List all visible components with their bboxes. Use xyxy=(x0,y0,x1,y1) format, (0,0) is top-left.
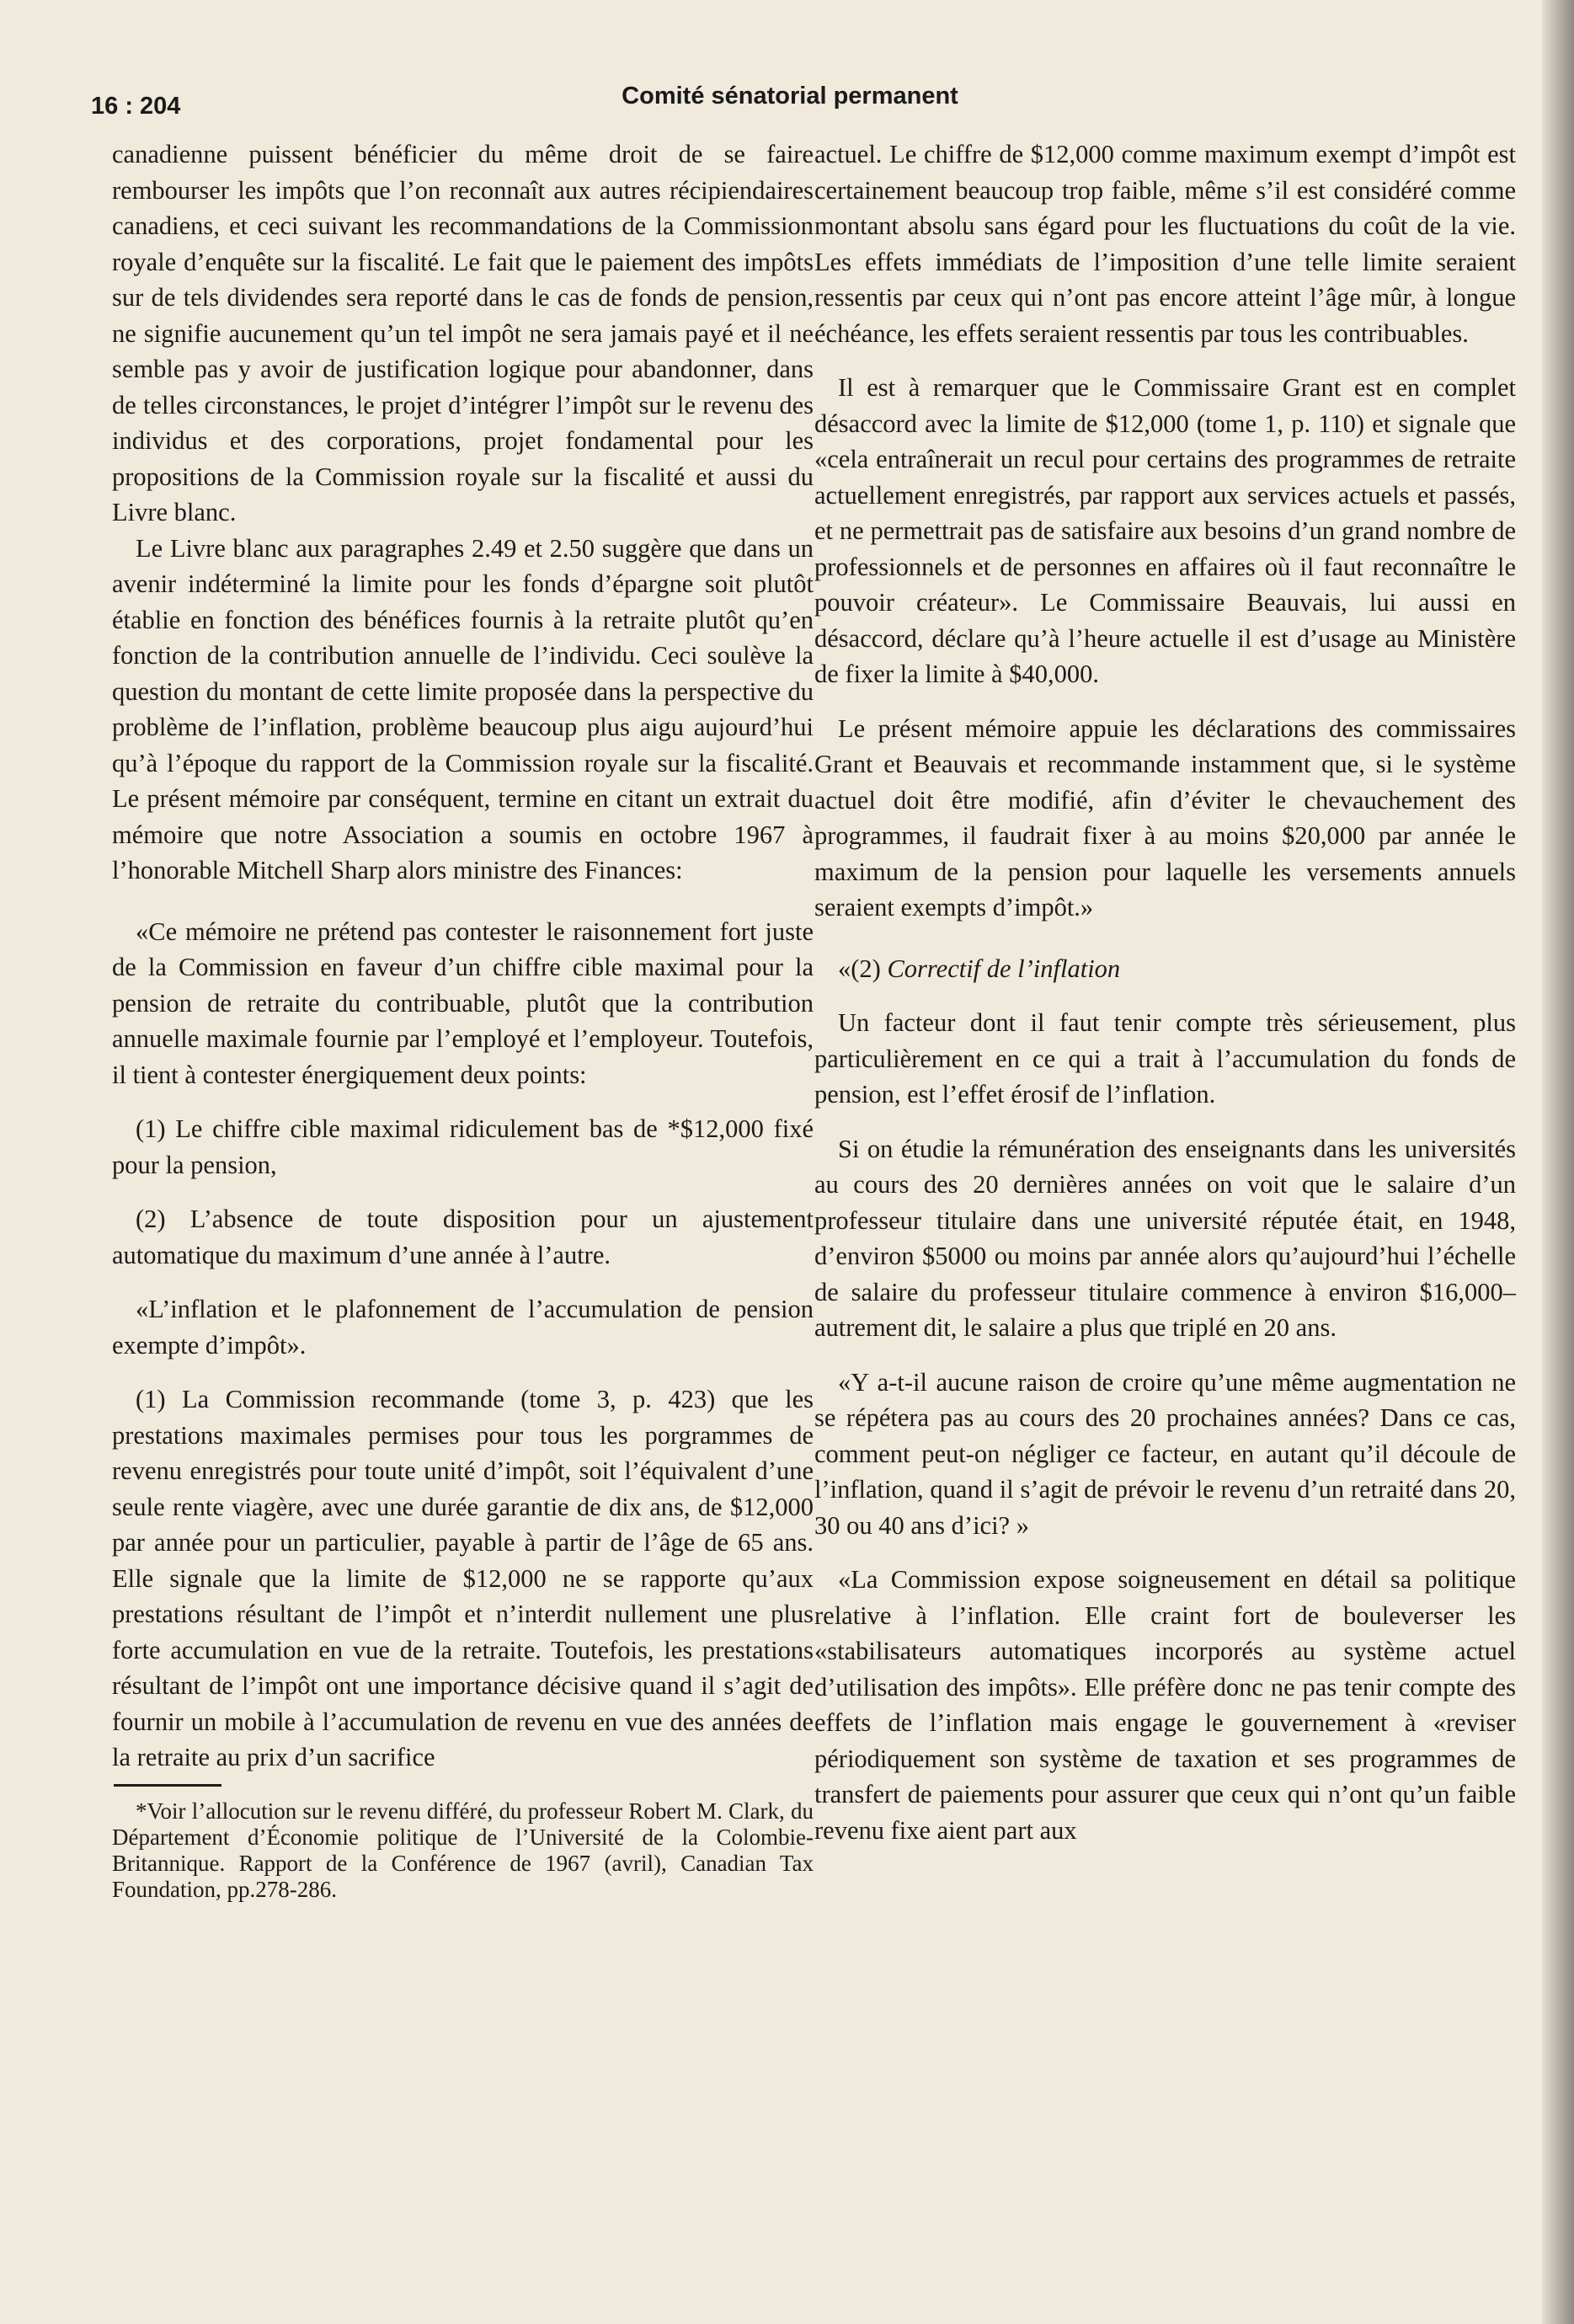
page-number: 16 : 204 xyxy=(91,93,181,120)
quoted-paragraph: «Ce mémoire ne prétend pas contester le raisonnement fort juste de la Commission en faveur d’un chiffre cible maximal pour la pension de retraite du contribuable, plutôt que la contribution annuelle maximale fournie par l’employé et l’employeur. Toutefois, il tient à contester énergiquement deux points: xyxy=(112,916,814,1089)
numbered-point: (2) L’absence de toute disposition pour un ajustement automatique du maximum d’une année à l’autre. xyxy=(112,1205,814,1269)
paragraph: Le Livre blanc aux paragraphes 2.49 et 2.50 suggère que dans un avenir indéterminé la limite pour les fonds d’épargne soit plutôt établie en fonction des bénéfices fournis à la retraite plutôt qu’en fonction de la contribution annuelle de l’individu. Ceci soulève la question du montant de cette limite proposée dans la perspective du problème de l’inflation, problème beaucoup plus aigu aujourd’hui qu’à l’époque du rapport de la Commission royale sur la fiscalité. Le présent mémoire par conséquent, termine en citant un extrait du mémoire que notre Association a soumis en octobre 1967 à l’honorable Mitchell Sharp alors ministre des Finances: xyxy=(112,533,814,884)
right-column xyxy=(814,136,1516,1848)
paragraph: Un facteur dont il faut tenir compte très sérieusement, plus particulièrement en ce qui a trait à l’accumulation du fonds de pension, est l’effet érosif de l’inflation. xyxy=(814,1008,1516,1109)
page-header xyxy=(91,83,1489,125)
paragraph: (1) La Commission recommande (tome 3, p. 423) que les prestations maximales permises pour tous les porgrammes de revenu enregistrés pour toute unité d’impôt, soit l’équivalent d’une seule rente viagère, avec une durée garantie de dix ans, de $12,000 par année pour un particulier, payable à partir de l’âge de 65 ans. Elle signale que la limite de $12,000 ne se rapporte qu’aux prestations résultant de l’impôt et n’interdit nullement une plus forte accumulation en vue de la retraite. Toutefois, les prestations résultant de l’impôt ont une importance décisive quand il s’agit de fournir un mobile à l’accumulation de revenu en vue des années de la retraite au prix d’un sacrifice xyxy=(112,1385,814,1771)
paragraph: actuel. Le chiffre de $12,000 comme maximum exempt d’impôt est certainement beaucoup trop faible, même s’il est considéré comme montant absolu sans égard pour les fluctuations du coût de la vie. Les effets immédiats de l’imposition d’une telle limite seraient ressentis par ceux qui n’ont pas encore atteint l’âge mûr, à longue échéance, les effets seraient ressentis par tous les contribuables. xyxy=(814,140,1516,348)
paragraph: Il est à remarquer que le Commissaire Grant est en complet désaccord avec la limite de $12,000 (tome 1, p. 110) et signale que «cela entraînerait un recul pour certains des programmes de retraite actuellement enregistrés, par rapport aux services actuels et passés, et ne permettrait pas de satisfaire aux besoins d’un grand nombre de professionnels et de personnes en affaires où il faut reconnaître le pouvoir créateur». Le Commissaire Beauvais, lui aussi en désaccord, déclare qu’à l’heure actuelle il est d’usage au Ministère de fixer la limite à $40,000. xyxy=(814,373,1516,688)
section-subheading xyxy=(814,951,1516,987)
paragraph: Si on étudie la rémunération des enseignants dans les universités au cours des 20 dernières années on voit que le salaire d’un professeur titulaire dans une université réputée était, en 1948, d’environ $5000 ou moins par année alors qu’aujourd’hui l’échelle de salaire du professeur titulaire commence à environ $16,000–autrement dit, le salaire a plus que triplé en 20 ans. xyxy=(814,1134,1516,1342)
left-column xyxy=(112,136,814,1903)
footnote-divider xyxy=(114,1784,221,1787)
paragraph: canadienne puissent bénéficier du même droit de se faire rembourser les impôts que l’on reconnaît aux autres récipiendaires canadiens, et ceci suivant les recommandations de la Commission royale d’enquête sur la fiscalité. Le fait que le paiement des impôts sur de tels dividendes sera reporté dans le cas de fonds de pension, ne signifie aucunement qu’un tel impôt ne sera jamais payé et il ne semble pas y avoir de justification logique pour abandonner, dans de telles circonstances, le projet d’intégrer l’impôt sur le revenu des individus et des corporations, projet fondamental pour les propositions de la Commission royale sur la fiscalité et aussi du Livre blanc. xyxy=(112,140,814,526)
numbered-point: (1) Le chiffre cible maximal ridiculement bas de *$12,000 fixé pour la pension, xyxy=(112,1114,814,1179)
paragraph: Le présent mémoire appuie les déclarations des commissaires Grant et Beauvais et recommande instamment que, si le système actuel doit être modifié, afin d’éviter le chevauchement des programmes, il faudrait fixer à au moins $20,000 par année le maximum de la pension pour laquelle les versements annuels seraient exempts d’impôt.» xyxy=(814,713,1516,922)
footnote: *Voir l’allocution sur le revenu différé, du professeur Robert M. Clark, du Département d’Économie politique de l’Université de la Colombie-Britannique. Rapport de la Conférence de 1967 (avril), Canadian Tax Foundation, pp.278-286. xyxy=(112,1798,814,1902)
subheading-title: Correctif de l’inflation xyxy=(887,954,1121,983)
page-binding-edge xyxy=(1542,0,1574,2324)
quoted-paragraph: «La Commission expose soigneusement en détail sa politique relative à l’inflation. Elle craint fort de bouleverser les «stabilisateurs automatiques incorporés au système actuel d’utilisation des impôts». Elle préfère donc ne pas tenir compte des effets de l’inflation mais engage le gouvernement à «reviser périodiquement son système de taxation et ses programmes de transfert de paiements pour assurer que ceux qui n’ont qu’un faible revenu fixe aient part aux xyxy=(814,1565,1516,1845)
quoted-heading: «L’inflation et le plafonnement de l’accumulation de pension exempte d’impôt». xyxy=(112,1295,814,1360)
running-title: Comité sénatorial permanent xyxy=(622,83,958,110)
quoted-paragraph: «Y a-t-il aucune raison de croire qu’une même augmentation ne se répétera pas au cours des 20 prochaines années? Dans ce cas, comment peut-on négliger ce facteur, en autant qu’il découle de l’inflation, quand il s’agit de prévoir le revenu d’un retraité dans 20, 30 ou 40 ans d’ici? » xyxy=(814,1367,1516,1540)
subheading-prefix: «(2) xyxy=(838,954,888,983)
